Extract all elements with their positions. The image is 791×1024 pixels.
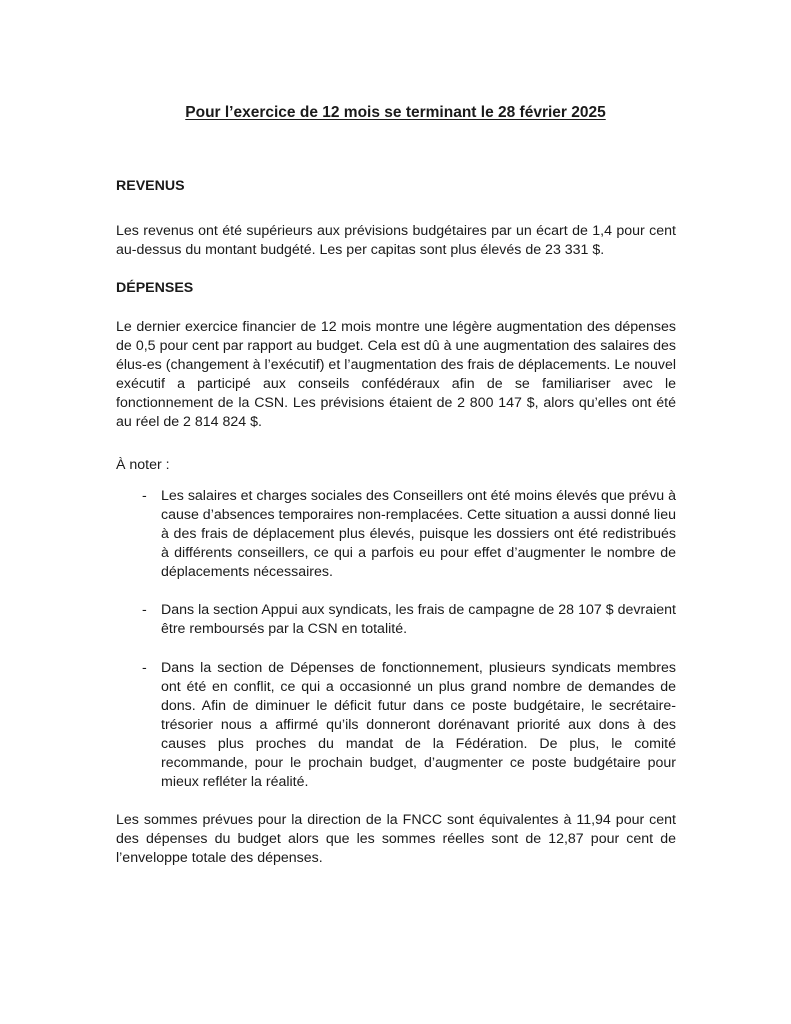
bullet-dash: - <box>142 660 147 676</box>
revenus-section <box>116 177 676 196</box>
bullet-text: Dans la section de Dépenses de fonctionnement, plusieurs syndicats membres ont été en conflit, ce qui a occasionné un plus grand nombre de demandes de dons. Afin de diminuer le déficit futur dans ce poste budgétaire, le secrétaire-trésorier nous a affirmé qu’ils donneront dorénavant priorité aux dons à des causes plus proches du mandat de la Fédération. De plus, le comité recommande, pour le prochain budget, d’augmenter ce poste budgétaire pour mieux refléter la réalité. <box>161 660 676 790</box>
depenses-body <box>116 318 676 432</box>
note-label-block <box>116 456 676 475</box>
bullet-dash: - <box>142 488 147 504</box>
revenus-body <box>116 222 676 260</box>
note-label: À noter : <box>116 457 170 473</box>
list-item <box>116 487 676 582</box>
depenses-section <box>116 279 676 298</box>
revenus-paragraph: Les revenus ont été supérieurs aux prévisions budgétaires par un écart de 1,4 pour cent au-dessus du montant budgété. Les per capitas sont plus élevés de 23 331 $. <box>116 223 676 258</box>
depenses-heading: DÉPENSES <box>116 280 194 296</box>
list-item <box>116 659 676 792</box>
document-title: Pour l’exercice de 12 mois se terminant le 28 février 2025 <box>185 104 606 121</box>
bullet-list-1 <box>116 487 676 582</box>
bullet-list-3 <box>116 659 676 792</box>
list-item <box>116 601 676 639</box>
bullet-list-2 <box>116 601 676 639</box>
conclusion-paragraph: Les sommes prévues pour la direction de la FNCC sont équivalentes à 11,94 pour cent des dépenses du budget alors que les sommes réelles sont de 12,87 pour cent de l’enveloppe totale des dépenses. <box>116 812 676 866</box>
conclusion-body <box>116 811 676 868</box>
bullet-text: Dans la section Appui aux syndicats, les frais de campagne de 28 107 $ devraient être remboursés par la CSN en totalité. <box>161 602 676 637</box>
revenus-heading: REVENUS <box>116 178 185 194</box>
bullet-text: Les salaires et charges sociales des Conseillers ont été moins élevés que prévu à cause d’absences temporaires non-remplacées. Cette situation a aussi donné lieu à des frais de déplacement plus élevés, puisque les dossiers ont été redistribués à différents conseillers, ce qui a parfois eu pour effet d’augmenter le nombre de déplacements nécessaires. <box>161 488 676 580</box>
depenses-paragraph: Le dernier exercice financier de 12 mois montre une légère augmentation des dépenses de 0,5 pour cent par rapport au budget. Cela est dû à une augmentation des salaires des élus-es (changement à l’exécutif) et l’augmentation des frais de déplacements. Le nouvel exécutif a participé aux conseils confédéraux afin de se familiariser avec le fonctionnement de la CSN. Les prévisions étaient de 2 800 147 $, alors qu’elles ont été au réel de 2 814 824 $. <box>116 319 676 430</box>
bullet-dash: - <box>142 602 147 618</box>
